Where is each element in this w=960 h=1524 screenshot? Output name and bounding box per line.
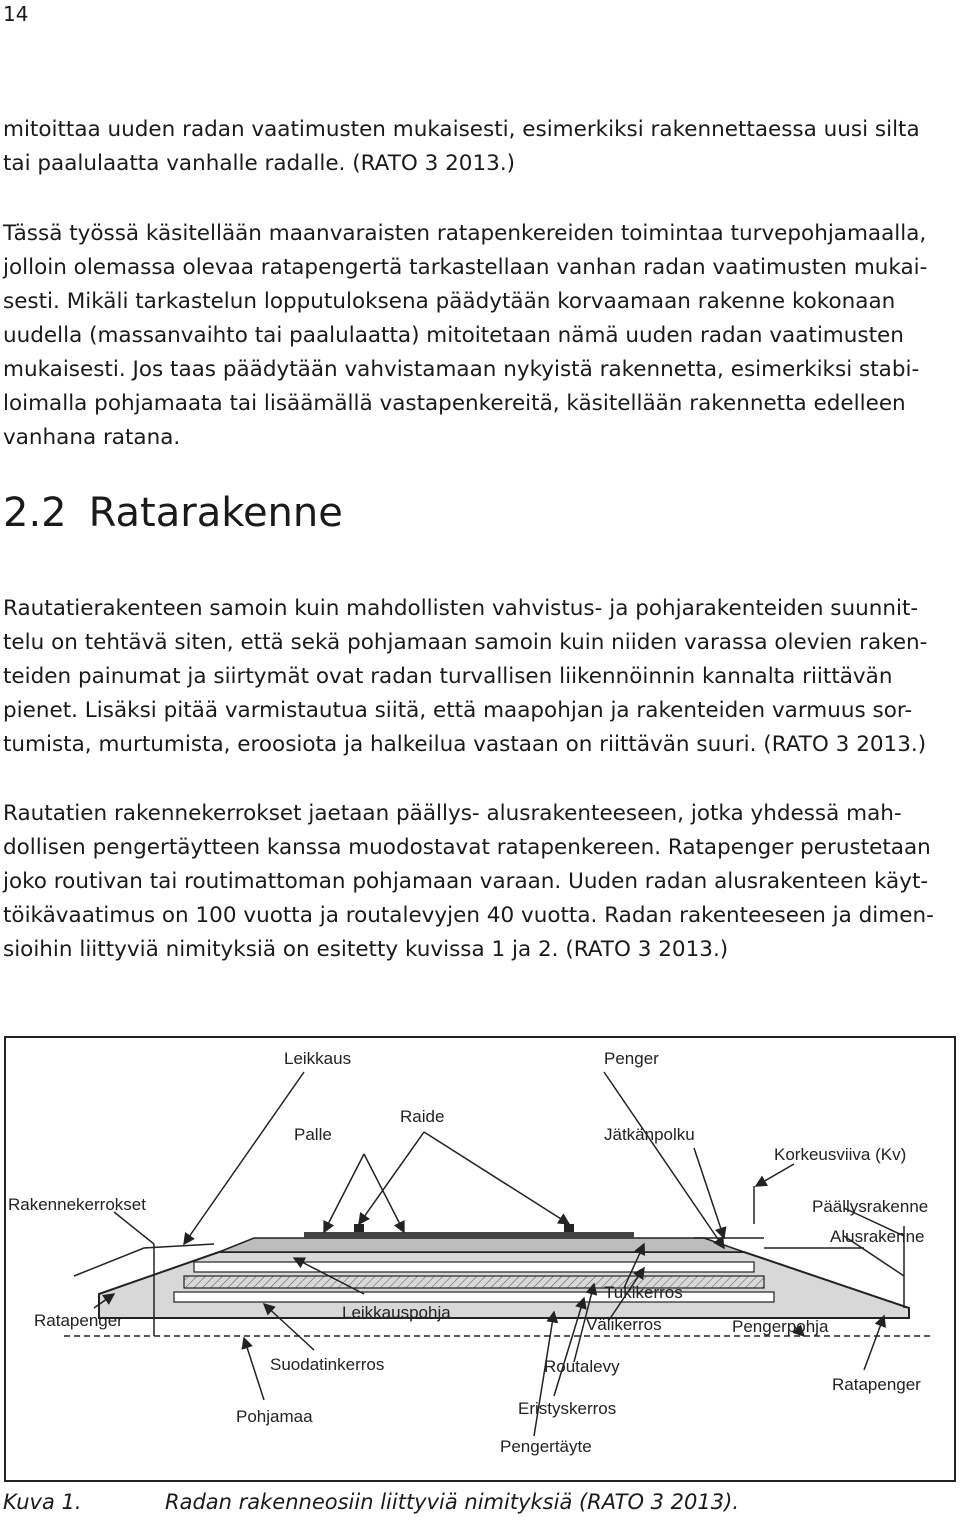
label-valikerros: Välikerros: [586, 1315, 662, 1334]
label-eristyskerros: Eristyskerros: [518, 1399, 617, 1418]
layer-intermediate: [194, 1262, 754, 1272]
text-line: teiden painumat ja siirtymät ovat radan turvallisen liikennöinnin kannalta riittävän: [3, 664, 893, 689]
label-tukikerros: Tukikerros: [604, 1283, 683, 1302]
rail-right: [564, 1224, 574, 1232]
text-line: telu on tehtävä siten, että sekä pohjamaan samoin kuin niiden varassa olevien raken-: [3, 630, 928, 655]
text-line: jolloin olemassa olevaa ratapengertä tarkastellaan vanhan radan vaatimusten mukai-: [3, 255, 928, 280]
text-line: loimalla pohjamaata tai lisäämällä vastapenkereitä, käsitellään rakennetta edelleen: [3, 391, 906, 416]
label-paallysrakenne: Päällysrakenne: [812, 1197, 929, 1216]
leader-palle-2: [364, 1154, 404, 1232]
section-title: Ratarakenne: [88, 490, 343, 536]
figure-rail-structure: [4, 1036, 956, 1482]
text-line: Rautatien rakennekerrokset jaetaan päällys- alusrakenteeseen, jotka yhdessä mah-: [3, 801, 902, 826]
label-pohjamaa: Pohjamaa: [236, 1407, 313, 1426]
label-leikkauspohja: Leikkauspohja: [342, 1303, 451, 1322]
leader-jatkanpolku: [694, 1148, 724, 1238]
label-ratapenger-right: Ratapenger: [832, 1375, 921, 1394]
leader-pohjamaa: [244, 1338, 264, 1400]
paragraph-1: [3, 113, 958, 181]
leader-raide: [359, 1132, 424, 1224]
page-number: 14: [3, 2, 29, 26]
label-pengerpohja: Pengerpohja: [732, 1317, 829, 1336]
paragraph-2: [3, 217, 958, 455]
caption-text: Radan rakenneosiin liittyviä nimityksiä (RATO 3 2013).: [165, 1490, 739, 1514]
label-palle: Palle: [294, 1125, 332, 1144]
leader-raide-2: [424, 1132, 569, 1224]
text-line: vanhana ratana.: [3, 425, 181, 450]
text-line: uudella (massanvaihto tai paalulaatta) mitoitetaan nämä uuden radan vaatimusten: [3, 323, 904, 348]
leader-korkeusviiva: [756, 1164, 794, 1186]
text-line: joko routivan tai routimattoman pohjamaan varaan. Uuden radan alusrakenteen käyt-: [3, 869, 929, 894]
leader-rakennekerrokset: [114, 1212, 154, 1244]
text-line: dollisen pengertäytteen kanssa muodostavat ratapenkereen. Ratapenger perustetaan: [3, 835, 931, 860]
label-suodatinkerros: Suodatinkerros: [270, 1355, 385, 1374]
label-leikkaus: Leikkaus: [284, 1049, 352, 1068]
text-line: mukaisesti. Jos taas päädytään vahvistamaan nykyistä rakennetta, esimerkiksi stabi-: [3, 357, 920, 382]
caption-label: Kuva 1.: [3, 1490, 82, 1514]
label-rakennekerrokset: Rakennekerrokset: [8, 1195, 146, 1214]
leader-palle: [324, 1154, 364, 1232]
leader-penger: [604, 1072, 724, 1248]
figure-caption: [3, 1490, 739, 1514]
rail-structure-diagram: [4, 1036, 956, 1482]
label-korkeusviiva: Korkeusviiva (Kv): [774, 1145, 907, 1164]
text-line: mitoittaa uuden radan vaatimusten mukaisesti, esimerkiksi rakennettaessa uusi silta: [3, 117, 920, 142]
label-pengertayte: Pengertäyte: [500, 1437, 592, 1456]
layer-insulation: [174, 1292, 774, 1302]
paragraph-3: [3, 592, 958, 762]
text-line: Tässä työssä käsitellään maanvaraisten ratapenkereiden toimintaa turvepohjamaalla,: [3, 221, 927, 246]
text-line: Rautatierakenteen samoin kuin mahdollisten vahvistus- ja pohjarakenteiden suunnit-: [3, 596, 919, 621]
label-ratapenger-left: Ratapenger: [34, 1311, 123, 1330]
section-number: 2.2: [3, 490, 67, 536]
text-line: pienet. Lisäksi pitää varmistautua siitä, että maapohjan ja rakenteiden varmuus sor-: [3, 698, 913, 723]
sleeper: [304, 1232, 634, 1238]
text-line: sesti. Mikäli tarkastelun lopputuloksena päädytään korvaamaan rakenne kokonaan: [3, 289, 896, 314]
text-line: tumista, murtumista, eroosiota ja halkeilua vastaan on riittävän suuri. (RATO 3 2013.): [3, 732, 927, 757]
text-line: tai paalulaatta vanhalle radalle. (RATO 3 2013.): [3, 151, 516, 176]
text-line: töikävaatimus on 100 vuotta ja routalevyjen 40 vuotta. Radan rakenteeseen ja dimen-: [3, 903, 934, 928]
label-penger: Penger: [604, 1049, 659, 1068]
section-heading: [3, 490, 343, 536]
label-raide: Raide: [400, 1107, 445, 1126]
layer-ballast: [219, 1238, 744, 1252]
rail-left: [354, 1224, 364, 1232]
label-routalevy: Routalevy: [544, 1357, 620, 1376]
paragraph-4: [3, 797, 958, 967]
text-line: sioihin liittyviä nimityksiä on esitetty kuvissa 1 ja 2. (RATO 3 2013.): [3, 937, 729, 962]
leader-leikkaus: [184, 1072, 304, 1244]
leader-ratapenger-right: [864, 1316, 884, 1370]
label-alusrakenne: Alusrakenne: [830, 1227, 925, 1246]
label-jatkanpolku: Jätkänpolku: [604, 1125, 695, 1144]
